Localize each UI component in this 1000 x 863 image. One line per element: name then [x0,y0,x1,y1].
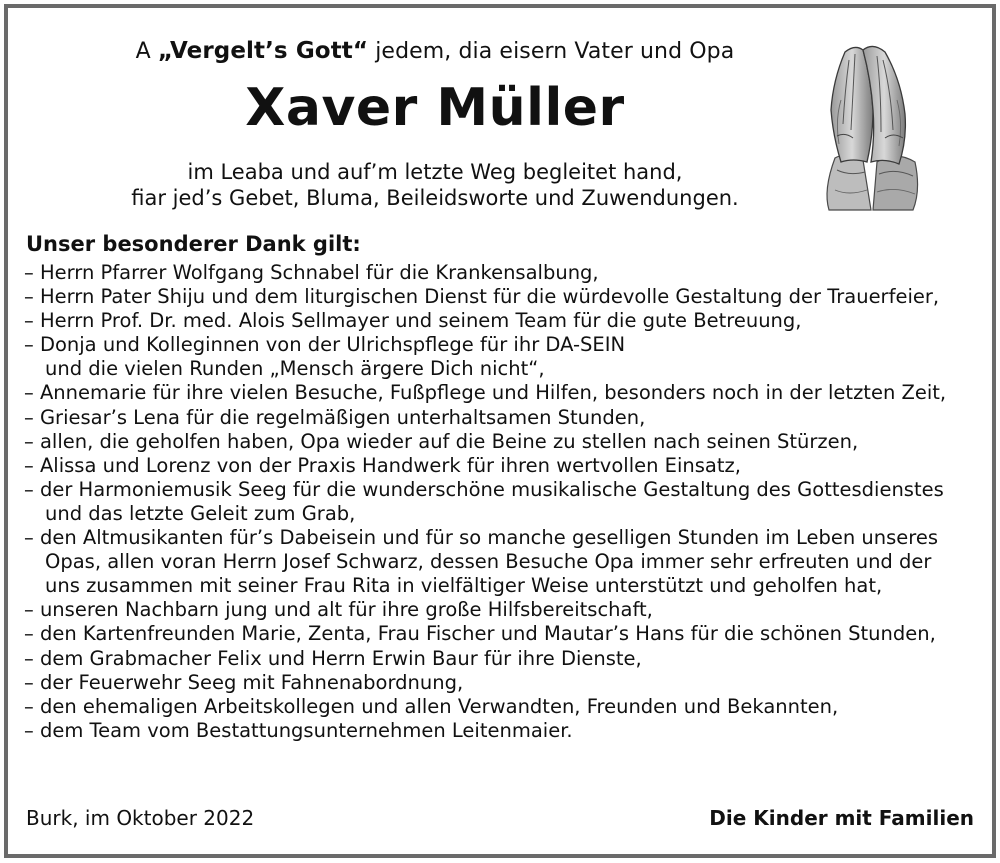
thanks-line: – der Harmoniemusik Seeg für die wunderschöne musikalische Gestaltung des Gottesdienstes [24,477,944,501]
intro-line [0,38,870,64]
thanks-heading: Unser besonderer Dank gilt: [26,232,361,256]
signature: Die Kinder mit Familien [709,806,974,830]
thanks-line: – dem Grabmacher Felix und Herrn Erwin Baur für ihre Dienste, [24,646,642,670]
thanks-line: – Herrn Prof. Dr. med. Alois Sellmayer und seinem Team für die gute Betreuung, [24,309,802,333]
thanks-line: – Alissa und Lorenz von der Praxis Handwerk für ihren wertvollen Einsatz, [24,453,741,477]
thanks-line: – den Altmusikanten für’s Dabeisein und für so manche geselligen Stunden im Leben unseres [24,526,939,550]
thanks-line: – Annemarie für ihre vielen Besuche, Fußpflege und Hilfen, besonders noch in der letzten Zeit, [24,381,947,405]
thanks-line: – unseren Nachbarn jung und alt für ihre große Hilfsbereitschaft, [24,598,653,622]
intro-quote: „Vergelt’s Gott“ [157,38,369,64]
thanks-line: – den ehemaligen Arbeitskollegen und allen Verwandten, Freunden und Bekannten, [24,694,839,718]
thanks-line: – Griesar’s Lena für die regelmäßigen unterhaltsamen Stunden, [24,405,646,429]
thanks-line: – den Kartenfreunden Marie, Zenta, Frau Fischer und Mautar’s Hans für die schönen Stunden, [24,622,936,646]
subline-1: im Leaba und auf’m letzte Weg begleitet hand, [187,160,683,184]
thanks-line: – der Feuerwehr Seeg mit Fahnenabordnung, [24,670,464,694]
subline-2: fiar jed’s Gebet, Bluma, Beileidsworte und Zuwendungen. [131,186,739,210]
intro-tail: jedem, dia eisern Vater und Opa [368,39,735,64]
deceased-name: Xaver Müller [245,78,625,138]
thanks-line: – dem Team vom Bestattungsunternehmen Leitenmaier. [24,718,573,742]
thanks-line-continuation: Opas, allen voran Herrn Josef Schwarz, dessen Besuche Opa immer sehr erfreuten und der [45,550,932,574]
thanks-line: – allen, die geholfen haben, Opa wieder auf die Beine zu stellen nach seinen Stürzen, [24,429,859,453]
praying-hands-icon [815,40,925,212]
intro-lead: A [135,39,158,64]
thanks-list [24,261,984,743]
thanks-line-continuation: und das letzte Geleit zum Grab, [45,501,356,525]
place-date: Burk, im Oktober 2022 [26,806,255,830]
thanks-line: – Herrn Pater Shiju und dem liturgischen Dienst für die würdevolle Gestaltung der Trauerfeier, [24,285,940,309]
thanks-line: – Donja und Kolleginnen von der Ulrichspflege für ihr DA-SEIN [24,333,626,357]
thanks-line-continuation: uns zusammen mit seiner Frau Rita in vielfältiger Weise unterstützt und geholfen hat, [45,574,883,598]
thanks-line-continuation: und die vielen Runden „Mensch ärgere Dich nicht“, [45,357,545,381]
thanks-line: – Herrn Pfarrer Wolfgang Schnabel für die Krankensalbung, [24,261,599,284]
